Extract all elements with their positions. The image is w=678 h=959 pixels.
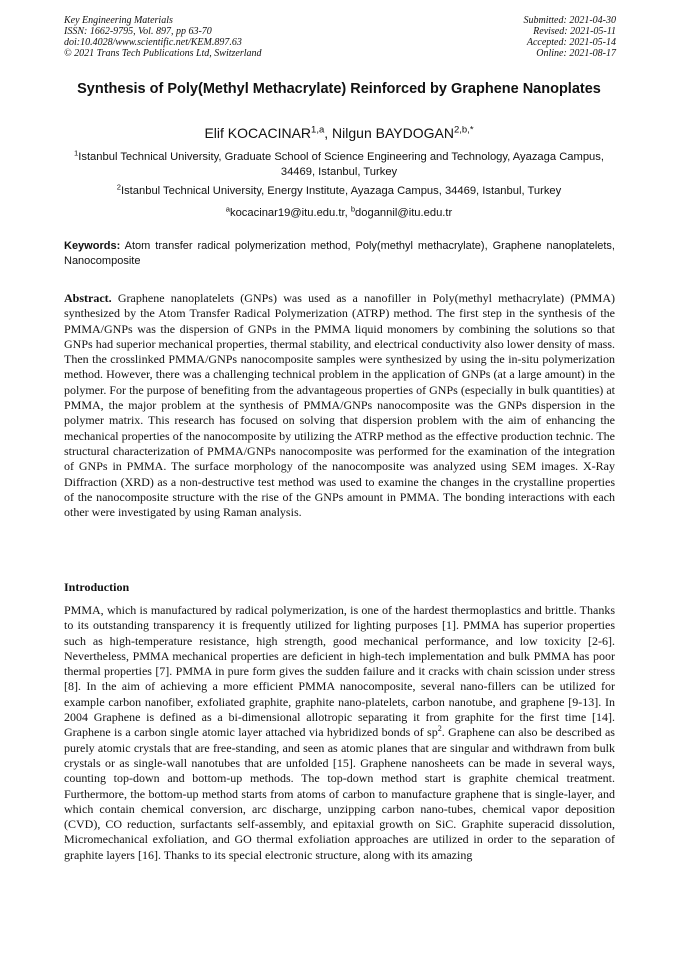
- keywords-label: Keywords:: [64, 240, 121, 252]
- abstract-label: Abstract.: [64, 291, 112, 305]
- keywords-text: Atom transfer radical polymerization method, Poly(methyl methacrylate), Graphene nanoplatelets, Nanocomposite: [64, 240, 615, 267]
- affiliation-2-marker: 2: [116, 182, 121, 192]
- journal-name: Key Engineering Materials: [64, 15, 173, 26]
- email-a-marker: a: [225, 204, 230, 214]
- author-2-marker: 2,b,*: [453, 124, 474, 136]
- email-b-marker: b: [350, 204, 356, 214]
- author-separator: ,: [324, 125, 333, 141]
- date-accepted: Accepted: 2021-05-14: [526, 37, 616, 48]
- author-2-name: Nilgun BAYDOGAN: [332, 125, 454, 141]
- journal-doi: doi:10.4028/www.scientific.net/KEM.897.63: [64, 37, 242, 48]
- introduction-text-part-1: PMMA, which is manufactured by radical polymerization, is one of the hardest thermoplastics and brittle. Thanks to its outstanding transparency it is frequently utilized for lighting purposes [1]. PMMA has superior properties such as high-temperature resistance, high strength, good mechanical performance, and low toxicity [2-6]. Nevertheless, PMMA mechanical properties are deficient in high-tech implementation and bulk PMMA has poor thermal properties [7]. PMMA in pure form gives the sudden failure and it cracks with chain scission under stress [8]. In the aim of achieving a more efficient PMMA nanocomposite, several nano-fillers can be utilized for example carbon nanofiber, exfoliated graphite, graphite nano-platelets, carbon nanotube, and graphene [9-13]. In 2004 Graphene is defined as a bi-dimensional allotropic separating it from graphite for the first time [14]. Graphene is a carbon single atomic layer attached via hybridized bonds of sp: [64, 603, 615, 740]
- author-1-marker: 1,a: [311, 124, 325, 136]
- paper-title: Synthesis of Poly(Methyl Methacrylate) Reinforced by Graphene Nanoplates: [77, 81, 601, 97]
- email-b: dogannil@itu.edu.tr: [355, 207, 453, 219]
- journal-copyright: © 2021 Trans Tech Publications Ltd, Switzerland: [64, 48, 262, 59]
- date-online: Online: 2021-08-17: [536, 48, 616, 59]
- introduction-heading: Introduction: [64, 580, 130, 594]
- superscript-2: 2: [437, 724, 442, 734]
- journal-header: [64, 15, 262, 59]
- author-emails: [60, 206, 618, 221]
- affiliation-2: [60, 184, 618, 199]
- keywords-block: [64, 239, 615, 269]
- journal-issn: ISSN: 1662-9795, Vol. 897, pp 63-70: [64, 26, 212, 37]
- abstract-block: [64, 291, 615, 520]
- date-submitted: Submitted: 2021-04-30: [523, 15, 616, 26]
- affiliation-2-text: Istanbul Technical University, Energy Institute, Ayazaga Campus, 34469, Istanbul, Turkey: [120, 185, 562, 197]
- abstract-text: Graphene nanoplatelets (GNPs) was used as a nanofiller in Poly(methyl methacrylate) (PMMA) synthesized by the Atom Transfer Radical Polymerization (ATRP) method. The first step in the synthesis of the PMMA/GNPs was the dispersion of GNPs in the PMMA liquid monomers by combining the solutions so that GNPs had superior mechanical properties, thermal stability, and electrical conductivity also lower density of mass. Then the crosslinked PMMA/GNPs nanocomposite samples were synthesized by using the in-situ polymerization method. However, there was a challenging technical problem in the application of GNPs (at a large amount) in the polymer. For the purpose of benefiting from the advantageous properties of GNPs (especially in bulk quantities) at PMMA, the major problem at the synthesis of PMMA/GNPs nanocomposite was the GNPs dispersion in the polymer matrix. This research has focused on solving that dispersion problem with the aim of enhancing the mechanical properties of the nanocomposite by utilizing the ATRP method as the effective production technic. The structural characterization of PMMA/GNPs nanocomposite was performed for the examination of the integration of GNPs in PMMA. The surface morphology of the nanocomposite was analyzed using SEM images. X-Ray Diffraction (XRD) as a non-destructive test method was used to examine the changes in the crystalline properties of the nanocomposite structure with the rise of the GNPs amount in PMMA. The bonding interactions with each other were investigated by using Raman analysis.: [64, 291, 615, 520]
- introduction-text-part-2: . Graphene can also be described as purely atomic crystals that are free-standing, and seen as atomic planes that are singular and withdrawn from bulk crystals or as single-wall nanotubes that are unfolded [15]. Graphene nanosheets can be made in several ways, counting top-down and bottom-up methods. The top-down method start is graphite chemical treatment. Furthermore, the bottom-up method starts from atoms of carbon to manufacture graphene that is single-layer, and which contain chemical conversion, arc discharge, unzipping carbon nano-tubes, chemical vapor deposition (CVD), CO reduction, surfactants self-assembly, and epitaxial growth on SiC. Graphite superacid dissolution, Micromechanical exfoliation, and GO thermal exfoliation approaches are utilized in order to the separation of graphite layers [16]. Thanks to its special electronic structure, along with its amazing: [64, 725, 615, 862]
- affiliation-1-marker: 1: [74, 148, 79, 158]
- author-1-name: Elif KOCACINAR: [204, 125, 312, 141]
- affiliation-1-text: Istanbul Technical University, Graduate School of Science Engineering and Technology, Ayazaga Campus, 34469, Istanbul, Turkey: [78, 151, 604, 178]
- dates-header: [524, 15, 617, 59]
- email-separator: ,: [344, 207, 351, 219]
- date-revised: Revised: 2021-05-11: [533, 26, 616, 37]
- email-a: kocacinar19@itu.edu.tr: [229, 207, 345, 219]
- author-line: [60, 124, 618, 142]
- affiliation-1: [60, 150, 618, 180]
- introduction-paragraph: [64, 603, 615, 863]
